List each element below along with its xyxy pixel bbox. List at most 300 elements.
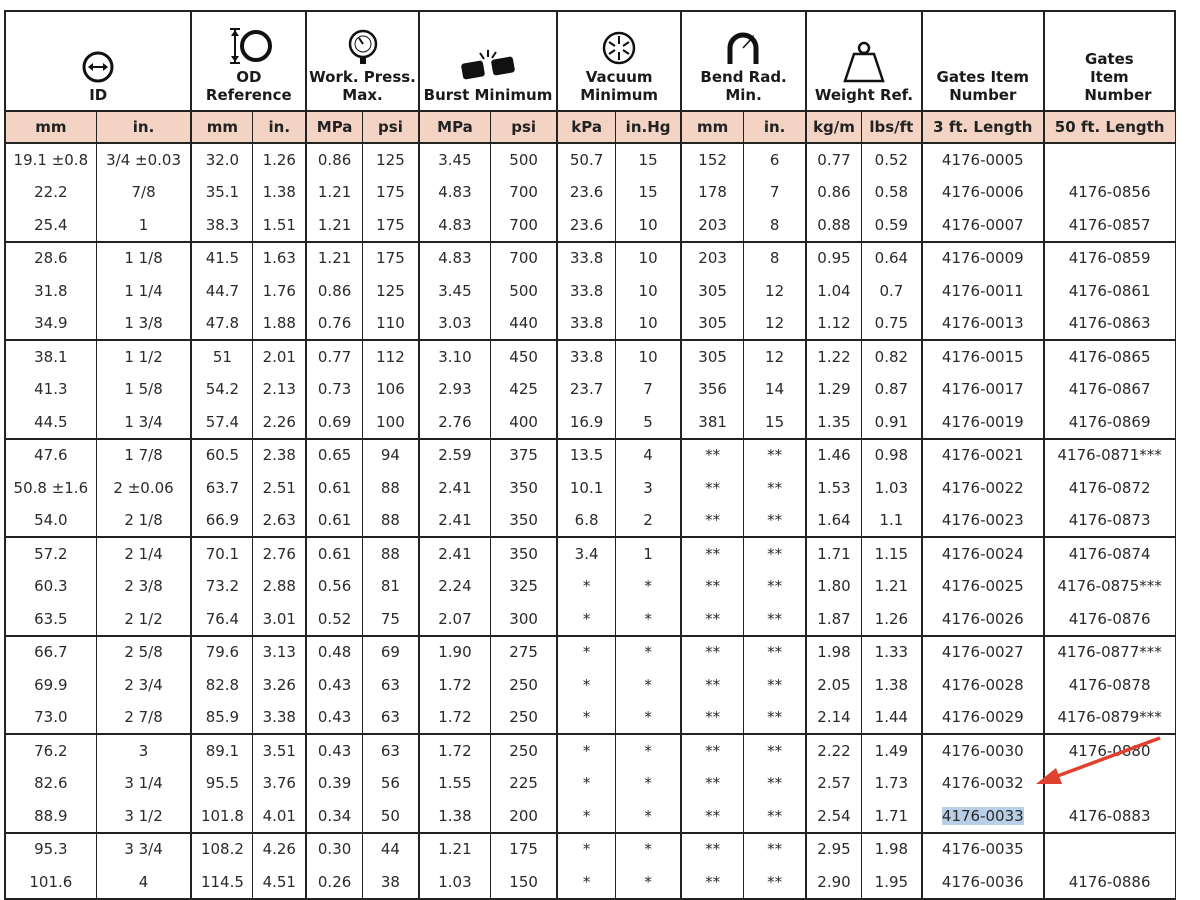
table-cell xyxy=(1044,307,1175,340)
cell-value: 76.2 xyxy=(34,741,68,760)
table-cell xyxy=(5,866,96,899)
table-cell xyxy=(616,636,682,669)
table-cell xyxy=(616,833,682,866)
cell-value: 1.44 xyxy=(874,708,909,727)
cell-value: 2.14 xyxy=(817,708,851,727)
table-cell xyxy=(491,143,558,176)
table-row xyxy=(5,800,1175,833)
cell-value: 44.7 xyxy=(205,281,240,300)
cell-value: 88 xyxy=(380,511,400,530)
cell-value: 63 xyxy=(380,708,400,727)
cell-value: 3.76 xyxy=(262,774,296,793)
table-cell xyxy=(306,767,362,800)
table-cell xyxy=(253,439,306,472)
table-row xyxy=(5,406,1175,439)
cell-value: * xyxy=(582,774,591,793)
cell-value: 4176-0011 xyxy=(941,281,1024,300)
table-cell xyxy=(191,373,252,406)
table-row xyxy=(5,275,1175,308)
cell-value: 50 xyxy=(380,806,400,825)
table-cell xyxy=(681,340,743,373)
cell-value: 4.26 xyxy=(262,840,296,859)
table-cell xyxy=(861,504,921,537)
table-cell xyxy=(681,439,743,472)
table-cell xyxy=(363,373,419,406)
cell-value: 1.49 xyxy=(874,741,909,760)
cell-value: 2.51 xyxy=(262,478,296,497)
cell-value: 82.8 xyxy=(205,675,240,694)
table-cell xyxy=(306,734,362,767)
table-cell xyxy=(5,275,96,308)
table-cell xyxy=(1044,242,1175,275)
cell-value: 2.24 xyxy=(438,577,472,596)
cell-value: 2.05 xyxy=(817,675,851,694)
table-cell xyxy=(363,307,419,340)
table-cell xyxy=(253,307,306,340)
cell-value: ** xyxy=(767,577,783,596)
cell-value: 0.95 xyxy=(817,249,851,268)
table-cell xyxy=(557,734,615,767)
table-cell xyxy=(616,209,682,242)
table-cell xyxy=(191,143,252,176)
cell-value: 60.5 xyxy=(205,446,240,465)
table-cell xyxy=(1044,833,1175,866)
table-cell xyxy=(681,176,743,209)
table-cell xyxy=(557,504,615,537)
table-cell xyxy=(419,209,491,242)
cell-value: 94 xyxy=(380,446,400,465)
table-cell xyxy=(681,767,743,800)
unit-cell: psi xyxy=(491,111,558,143)
burst-header xyxy=(419,11,557,111)
table-cell xyxy=(5,209,96,242)
cell-value: 31.8 xyxy=(34,281,68,300)
table-cell xyxy=(744,833,806,866)
cell-value: 47.6 xyxy=(34,446,68,465)
cell-value: 2.63 xyxy=(262,511,296,530)
cell-value: 2.76 xyxy=(262,544,296,563)
cell-value: * xyxy=(644,577,652,596)
cell-value: 33.8 xyxy=(569,249,604,268)
table-row xyxy=(5,143,1175,176)
table-cell xyxy=(5,669,96,702)
table-cell xyxy=(419,242,491,275)
table-cell xyxy=(5,504,96,537)
table-cell xyxy=(616,406,682,439)
cell-value: 2.90 xyxy=(817,872,851,891)
table-cell xyxy=(191,636,252,669)
cell-value: 23.7 xyxy=(569,380,604,399)
cell-value: 0.30 xyxy=(317,840,352,859)
table-cell xyxy=(363,701,419,734)
cell-value: 440 xyxy=(509,314,538,333)
cell-value: 88 xyxy=(380,478,400,497)
od-header xyxy=(191,11,306,111)
table-cell xyxy=(491,307,558,340)
table-cell xyxy=(491,767,558,800)
cell-value: 4176-0863 xyxy=(1068,314,1151,333)
table-cell xyxy=(96,537,191,570)
table-cell xyxy=(806,472,861,505)
cell-value: 4176-0867 xyxy=(1068,380,1151,399)
table-cell xyxy=(616,143,682,176)
cell-value: 2.93 xyxy=(438,380,472,399)
table-cell xyxy=(681,242,743,275)
cell-value: 0.61 xyxy=(317,511,352,530)
table-cell xyxy=(5,340,96,373)
id-header xyxy=(5,11,191,111)
table-cell xyxy=(491,603,558,636)
unit-cell: in.Hg xyxy=(616,111,682,143)
cell-value: ** xyxy=(705,774,721,793)
table-cell xyxy=(363,669,419,702)
table-cell xyxy=(491,833,558,866)
cell-value: 2.41 xyxy=(438,478,472,497)
table-row xyxy=(5,669,1175,702)
table-cell xyxy=(616,340,682,373)
table-cell xyxy=(306,373,362,406)
cell-value: ** xyxy=(705,544,721,563)
cell-value: 0.39 xyxy=(317,774,352,793)
cell-value: ** xyxy=(767,511,783,530)
cell-value: 1 xyxy=(643,544,653,563)
table-cell xyxy=(419,603,491,636)
cell-value: 4176-0875*** xyxy=(1057,577,1162,596)
table-cell xyxy=(557,373,615,406)
cell-value: 4176-0035 xyxy=(941,840,1024,859)
cell-value: 95.5 xyxy=(205,774,240,793)
cell-value: 1 3/4 xyxy=(124,412,163,431)
cell-value: 200 xyxy=(509,806,538,825)
cell-value: 1.03 xyxy=(874,478,909,497)
table-row xyxy=(5,701,1175,734)
table-cell xyxy=(681,209,743,242)
table-cell xyxy=(861,242,921,275)
cell-value: 2.88 xyxy=(262,577,296,596)
cell-value: 4176-0032 xyxy=(941,774,1024,793)
table-row xyxy=(5,472,1175,505)
table-cell xyxy=(1044,537,1175,570)
cell-value: 3.38 xyxy=(262,708,296,727)
cell-value: 0.88 xyxy=(817,215,851,234)
cell-value: 381 xyxy=(698,412,727,431)
table-cell xyxy=(363,636,419,669)
weight-header xyxy=(806,11,922,111)
table-cell xyxy=(806,406,861,439)
table-cell xyxy=(861,603,921,636)
cell-value: 4176-0015 xyxy=(941,347,1024,366)
outer-diameter-icon xyxy=(224,26,274,66)
cell-value: 50.8 ±1.6 xyxy=(13,478,89,497)
cell-value: ** xyxy=(767,675,783,694)
cell-value: 82.6 xyxy=(34,774,68,793)
cell-value: 4176-0872 xyxy=(1068,478,1151,497)
table-cell xyxy=(922,373,1044,406)
diameter-icon xyxy=(81,50,115,84)
table-cell xyxy=(806,570,861,603)
cell-value: 4176-0879*** xyxy=(1057,708,1162,727)
table-cell xyxy=(557,307,615,340)
work-press-header-label: Work. Press. Max. xyxy=(309,68,416,104)
table-cell xyxy=(744,275,806,308)
table-cell xyxy=(681,866,743,899)
cell-value: 4176-0883 xyxy=(1068,806,1151,825)
table-cell xyxy=(806,242,861,275)
table-cell xyxy=(616,275,682,308)
cell-value: 175 xyxy=(376,215,405,234)
table-cell xyxy=(96,275,191,308)
cell-value: 4176-0021 xyxy=(941,446,1024,465)
table-cell xyxy=(191,800,252,833)
cell-value: 4176-0878 xyxy=(1068,675,1151,694)
table-cell xyxy=(616,439,682,472)
cell-value: 4176-0886 xyxy=(1068,872,1151,891)
table-cell xyxy=(491,242,558,275)
cell-value: * xyxy=(582,741,591,760)
cell-value: * xyxy=(582,675,591,694)
cell-value: 2.13 xyxy=(262,380,296,399)
table-cell xyxy=(253,242,306,275)
table-cell xyxy=(491,537,558,570)
cell-value: 0.43 xyxy=(317,708,352,727)
table-cell xyxy=(306,833,362,866)
table-cell xyxy=(681,472,743,505)
table-cell xyxy=(744,209,806,242)
cell-value: 700 xyxy=(509,183,538,202)
table-cell xyxy=(191,472,252,505)
cell-value: 0.65 xyxy=(317,446,352,465)
table-cell xyxy=(419,504,491,537)
table-cell xyxy=(744,669,806,702)
table-cell xyxy=(557,340,615,373)
cell-value: * xyxy=(644,675,652,694)
cell-value: 73.0 xyxy=(34,708,68,727)
table-cell xyxy=(96,669,191,702)
table-cell xyxy=(922,504,1044,537)
cell-value: 19.1 ±0.8 xyxy=(13,150,89,169)
table-cell xyxy=(419,406,491,439)
cell-value: 4176-0028 xyxy=(941,675,1024,694)
cell-value: * xyxy=(582,643,591,662)
cell-value: 106 xyxy=(376,380,405,399)
cell-value: 4176-0023 xyxy=(941,511,1024,530)
table-cell xyxy=(616,242,682,275)
table-cell xyxy=(5,537,96,570)
cell-value: 4176-0005 xyxy=(941,150,1024,169)
cell-value: 1.64 xyxy=(817,511,851,530)
table-cell xyxy=(1044,275,1175,308)
cell-value: 0.48 xyxy=(317,643,352,662)
table-cell xyxy=(491,373,558,406)
unit-cell: mm xyxy=(191,111,252,143)
table-cell xyxy=(253,603,306,636)
cell-value: 1.26 xyxy=(874,609,909,628)
table-cell xyxy=(806,734,861,767)
table-cell xyxy=(419,669,491,702)
table-cell xyxy=(491,701,558,734)
cell-value: 3.13 xyxy=(262,643,296,662)
cell-value: 81 xyxy=(380,577,400,596)
cell-value: 50.7 xyxy=(569,150,604,169)
cell-value: 1.53 xyxy=(817,478,851,497)
table-cell xyxy=(191,209,252,242)
table-cell xyxy=(616,307,682,340)
cell-value: 3.01 xyxy=(262,609,296,628)
table-cell xyxy=(419,537,491,570)
table-cell xyxy=(96,209,191,242)
table-cell xyxy=(861,209,921,242)
table-cell xyxy=(681,603,743,636)
table-cell xyxy=(5,307,96,340)
table-cell xyxy=(922,275,1044,308)
table-cell xyxy=(419,143,491,176)
table-cell xyxy=(861,570,921,603)
cell-value: 1.87 xyxy=(817,609,851,628)
cell-value: ** xyxy=(705,741,721,760)
highlighted-item-number: 4176-0033 xyxy=(941,806,1024,825)
table-cell xyxy=(253,275,306,308)
od-header-label: OD Reference xyxy=(205,68,292,104)
cell-value: ** xyxy=(767,446,783,465)
table-cell xyxy=(253,143,306,176)
table-cell xyxy=(557,866,615,899)
cell-value: * xyxy=(582,609,591,628)
cell-value: 10.1 xyxy=(569,478,604,497)
table-cell xyxy=(5,701,96,734)
cell-value: 4176-0871*** xyxy=(1057,446,1162,465)
table-row xyxy=(5,866,1175,899)
cell-value: 0.26 xyxy=(317,872,352,891)
table-cell xyxy=(861,669,921,702)
table-cell xyxy=(191,307,252,340)
table-cell xyxy=(744,472,806,505)
table-cell xyxy=(306,275,362,308)
table-cell xyxy=(806,143,861,176)
cell-value: 3.45 xyxy=(438,281,472,300)
table-cell xyxy=(744,866,806,899)
table-cell xyxy=(744,800,806,833)
table-cell xyxy=(191,767,252,800)
table-cell xyxy=(5,767,96,800)
table-cell xyxy=(922,767,1044,800)
cell-value: 4176-0025 xyxy=(941,577,1024,596)
table-cell xyxy=(491,734,558,767)
table-cell xyxy=(616,866,682,899)
table-cell xyxy=(744,143,806,176)
cell-value: 4176-0030 xyxy=(941,741,1024,760)
table-row xyxy=(5,439,1175,472)
cell-value: 4176-0019 xyxy=(941,412,1024,431)
cell-value: 0.75 xyxy=(874,314,909,333)
table-cell xyxy=(191,701,252,734)
vacuum-header-label: Vacuum Minimum xyxy=(580,68,659,104)
units-row xyxy=(5,111,1175,143)
cell-value: * xyxy=(582,840,591,859)
gates-50ft-header-label: Gates Item Number xyxy=(1084,50,1152,104)
cell-value: 63 xyxy=(380,675,400,694)
table-cell xyxy=(306,603,362,636)
table-cell xyxy=(96,373,191,406)
table-cell xyxy=(253,209,306,242)
cell-value: 4176-0022 xyxy=(941,478,1024,497)
cell-value: 1.03 xyxy=(438,872,472,891)
cell-value: 2.57 xyxy=(817,774,851,793)
table-cell xyxy=(616,734,682,767)
cell-value: 15 xyxy=(765,412,785,431)
cell-value: 4176-0876 xyxy=(1068,609,1151,628)
table-cell xyxy=(806,373,861,406)
unit-cell: 50 ft. Length xyxy=(1044,111,1175,143)
cell-value: 12 xyxy=(765,281,785,300)
table-cell xyxy=(681,143,743,176)
cell-value: 4176-0880 xyxy=(1068,741,1151,760)
table-cell xyxy=(253,472,306,505)
cell-value: * xyxy=(582,872,591,891)
cell-value: 3 xyxy=(138,741,149,760)
cell-value: 250 xyxy=(509,708,538,727)
table-cell xyxy=(96,504,191,537)
cell-value: 1.98 xyxy=(874,840,909,859)
cell-value: 305 xyxy=(698,347,727,366)
cell-value: 150 xyxy=(509,872,538,891)
cell-value: 1.72 xyxy=(438,741,472,760)
table-cell xyxy=(306,800,362,833)
table-cell xyxy=(491,636,558,669)
table-cell xyxy=(96,767,191,800)
table-cell xyxy=(557,833,615,866)
cell-value: 95.3 xyxy=(34,840,68,859)
cell-value: 63 xyxy=(380,741,400,760)
table-cell xyxy=(922,603,1044,636)
table-cell xyxy=(491,669,558,702)
cell-value: 1.38 xyxy=(262,183,296,202)
table-cell xyxy=(557,570,615,603)
cell-value: 89.1 xyxy=(205,741,240,760)
table-cell xyxy=(681,373,743,406)
table-cell xyxy=(557,767,615,800)
table-cell xyxy=(419,767,491,800)
table-cell xyxy=(861,800,921,833)
table-cell xyxy=(363,439,419,472)
table-cell xyxy=(922,734,1044,767)
table-cell xyxy=(744,636,806,669)
cell-value: * xyxy=(644,840,652,859)
table-cell xyxy=(96,439,191,472)
cell-value: 1.12 xyxy=(817,314,851,333)
cell-value: 63.5 xyxy=(34,609,68,628)
cell-value: 1.71 xyxy=(874,806,909,825)
table-cell xyxy=(5,373,96,406)
table-cell xyxy=(191,833,252,866)
cell-value: 10 xyxy=(638,215,658,234)
cell-value: 425 xyxy=(509,380,538,399)
cell-value: 0.61 xyxy=(317,478,352,497)
table-cell xyxy=(681,734,743,767)
cell-value: 0.52 xyxy=(874,150,909,169)
table-cell xyxy=(419,734,491,767)
table-cell xyxy=(861,701,921,734)
table-cell xyxy=(616,701,682,734)
table-cell xyxy=(491,504,558,537)
table-cell xyxy=(922,800,1044,833)
cell-value: 44 xyxy=(380,840,400,859)
cell-value: 125 xyxy=(376,150,405,169)
cell-value: 3.45 xyxy=(438,150,472,169)
unit-cell: MPa xyxy=(419,111,491,143)
cell-value: 500 xyxy=(509,150,538,169)
cell-value: 0.91 xyxy=(874,412,909,431)
cell-value: ** xyxy=(705,806,721,825)
